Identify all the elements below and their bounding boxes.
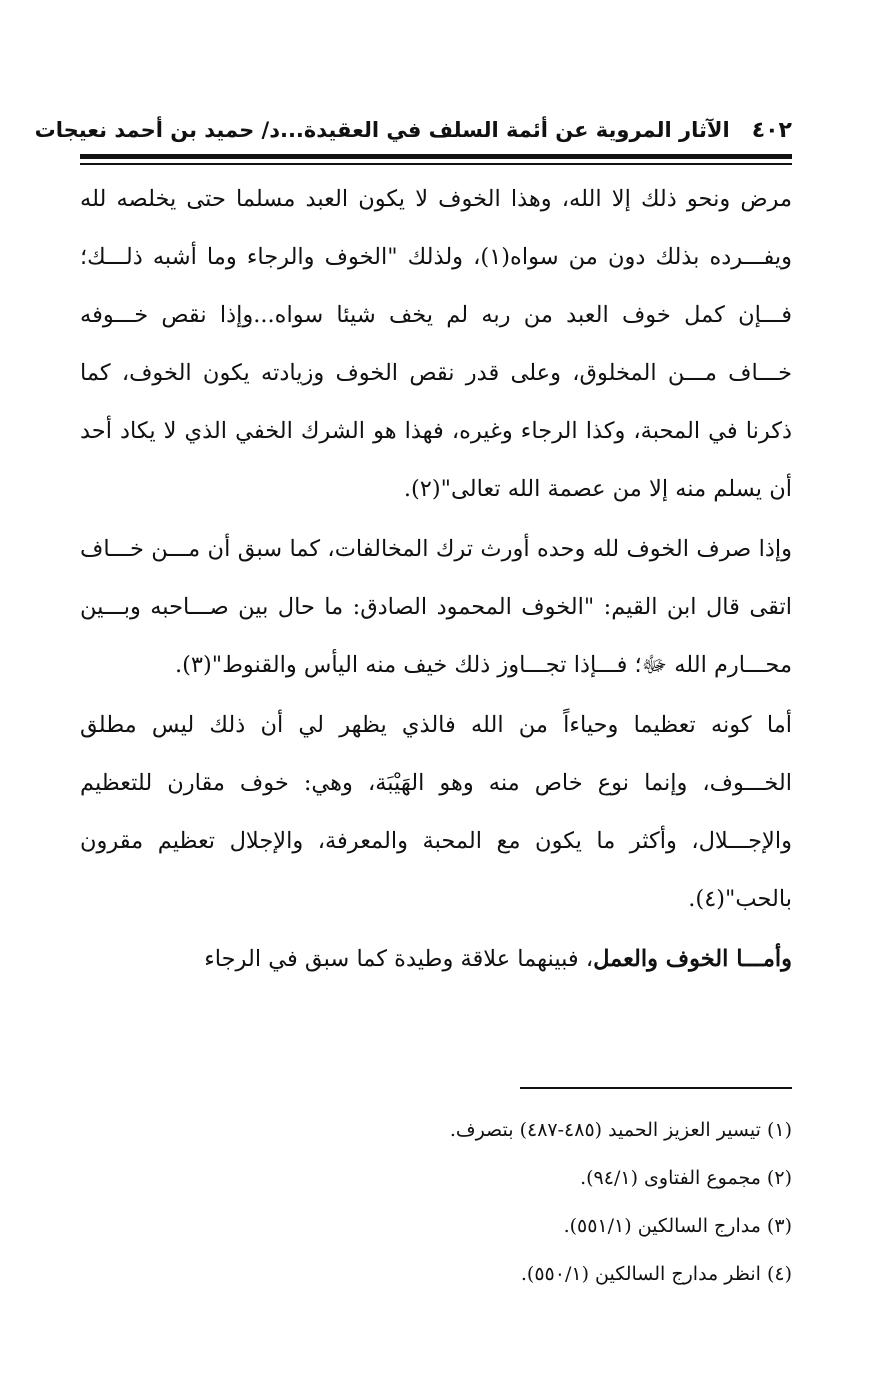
footnote-separator (520, 1087, 792, 1089)
footnote-1: (١) تيسير العزيز الحميد (٤٨٥-٤٨٧) بتصرف. (449, 1119, 792, 1141)
paragraph-4-text: ، فبينهما علاقة وطيدة كما سبق في الرجاء (204, 946, 594, 972)
header-rule-thin (80, 163, 792, 165)
paragraph-4 (80, 930, 792, 988)
main-text (80, 170, 792, 988)
paragraph-1: مرض ونحو ذلك إلا الله، وهذا الخوف لا يكون العبد مسلما حتى يخلصه لله ويفـــرده بذلك دون من سواه(١)، ولذلك "الخوف والرجاء وما أشبه ذلـــك؛ فـــإن كمل خوف العبد من ربه لم يخف شيئا سواه...وإذا نقص خـــوفه خـــاف مـــن المخلوق، وعلى قدر نقص الخوف وزيادته يكون الخوف، كما ذكرنا في المحبة، وكذا الرجاء وغيره، فهذا هو الشرك الخفي الذي لا يكاد أحد أن يسلم منه إلا من عصمة الله تعالى"(٢). (80, 186, 792, 502)
paragraph-2: وإذا صرف الخوف لله وحده أورث ترك المخالفات، كما سبق أن مـــن خـــاف اتقى قال ابن القيم: "الخوف المحمود الصادق: ما حال بين صـــاحبه وبـــين محـــارم الله ﷻ؛ فـــإذا تجـــاوز ذلك خيف منه اليأس والقنوط"(٣). (80, 536, 792, 678)
footnotes (80, 1106, 792, 1298)
header-rule-thick (80, 154, 792, 159)
page-number: ٤٠٢ (751, 117, 792, 143)
paragraph-3: أما كونه تعظيما وحياءاً من الله فالذي يظهر لي أن ذلك ليس مطلق الخـــوف، وإنما نوع خاص منه وهو الهَيْبَة، وهي: خوف مقارن للتعظيم والإجـــلال، وأكثر ما يكون مع المحبة والمعرفة، والإجلال تعظيم مقرون بالحب"(٤). (80, 712, 792, 912)
running-header (34, 110, 792, 150)
paragraph-4-bold-lead: وأمـــا الخوف والعمل (593, 946, 792, 972)
footnote-3: (٣) مدارج السالكين (٥٥١/١). (563, 1215, 792, 1237)
header-title: الآثار المروية عن أئمة السلف في العقيدة...د/ حميد بن أحمد نعيجات (34, 118, 730, 142)
footnote-2: (٢) مجموع الفتاوى (٩٤/١). (580, 1167, 792, 1189)
footnote-4: (٤) انظر مدارج السالكين (٥٥٠/١). (520, 1263, 792, 1285)
